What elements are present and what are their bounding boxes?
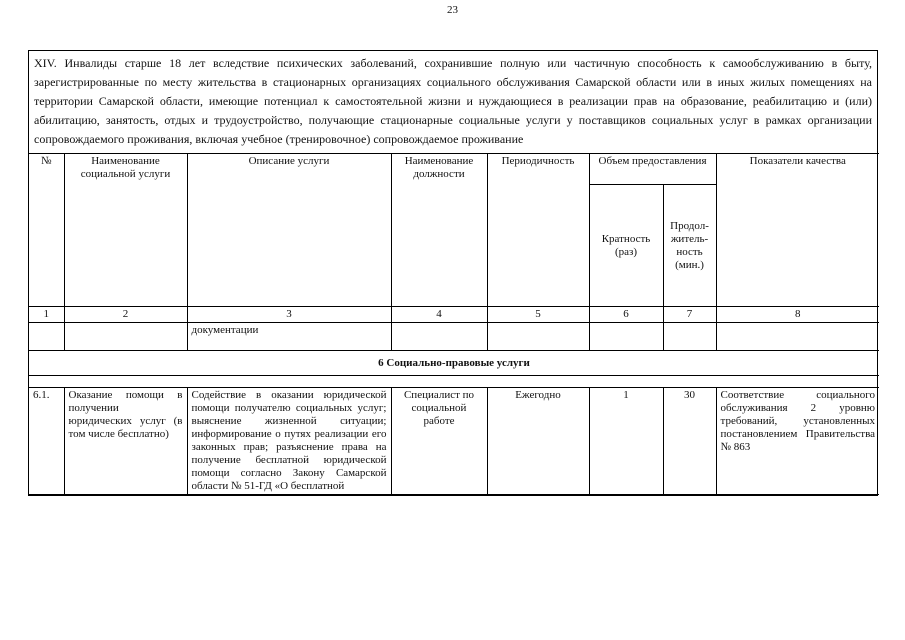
- section-row: [29, 351, 879, 376]
- header-row-1: [29, 154, 879, 185]
- col-number: 5: [487, 307, 589, 323]
- service-position: Специалист по социальной работе: [391, 388, 487, 495]
- services-table: [29, 153, 879, 495]
- column-numbers-row: [29, 307, 879, 323]
- service-row: [29, 388, 879, 495]
- header-name: Наименование социальной услуги: [64, 154, 187, 307]
- header-position: Наименование должности: [391, 154, 487, 307]
- header-multiplicity: Кратность (раз): [589, 185, 663, 307]
- header-duration: Продол-житель-ность (мин.): [663, 185, 716, 307]
- header-desc: Описание услуги: [187, 154, 391, 307]
- service-number: 6.1.: [29, 388, 64, 495]
- col-number: 1: [29, 307, 64, 323]
- continuation-desc: документации: [187, 323, 391, 351]
- col-number: 4: [391, 307, 487, 323]
- service-description: Содействие в оказании юридической помощи получателю социальных услуг; выяснение жизненной ситуации; информирование о путях реализации его законных прав; разъяснение права на получение бесплатной юридической помощи согласно Закону Самарской области № 51-ГД «О бесплатной: [187, 388, 391, 495]
- page-number: 23: [447, 4, 458, 16]
- service-quality: Соответствие социального обслуживания 2 уровню требований, установленных постановлением Правительства № 863: [716, 388, 879, 495]
- service-periodicity: Ежегодно: [487, 388, 589, 495]
- document-table-frame: [28, 50, 878, 496]
- spacer-cell: [29, 376, 879, 388]
- header-volume: Объем предоставления: [589, 154, 716, 185]
- cell-empty: [716, 323, 879, 351]
- service-multiplicity: 1: [589, 388, 663, 495]
- cell-empty: [589, 323, 663, 351]
- cell-empty: [391, 323, 487, 351]
- cell-empty: [663, 323, 716, 351]
- col-number: 2: [64, 307, 187, 323]
- header-period: Периодичность: [487, 154, 589, 307]
- col-number: 3: [187, 307, 391, 323]
- service-duration: 30: [663, 388, 716, 495]
- section-title: 6 Социально-правовые услуги: [29, 351, 879, 376]
- col-number: 8: [716, 307, 879, 323]
- col-number: 6: [589, 307, 663, 323]
- header-num: №: [29, 154, 64, 307]
- cell-empty: [487, 323, 589, 351]
- cell-empty: [29, 323, 64, 351]
- service-name: Оказание помощи в получении юридических услуг (в том числе бесплатно): [64, 388, 187, 495]
- spacer-row: [29, 376, 879, 388]
- category-heading: XIV. Инвалиды старше 18 лет вследствие психических заболеваний, сохранившие полную или частичную способность к самообслуживанию в быту, зарегистрированные по месту жительства в стационарных организациях социального обслуживания Самарской области или в иных жилых помещениях на территории Самарской области, имеющие потенциал к самостоятельной жизни и нуждающиеся в реализации прав на образование, реабилитацию и (или) абилитацию, занятость, отдых и трудоустройство, получающие стационарные социальные услуги у поставщиков социальных услуг в рамках организации сопровождаемого проживания, включая учебное (тренировочное) сопровождаемое проживание: [34, 56, 872, 146]
- continuation-row: [29, 323, 879, 351]
- cell-empty: [64, 323, 187, 351]
- col-number: 7: [663, 307, 716, 323]
- header-quality: Показатели качества: [716, 154, 879, 307]
